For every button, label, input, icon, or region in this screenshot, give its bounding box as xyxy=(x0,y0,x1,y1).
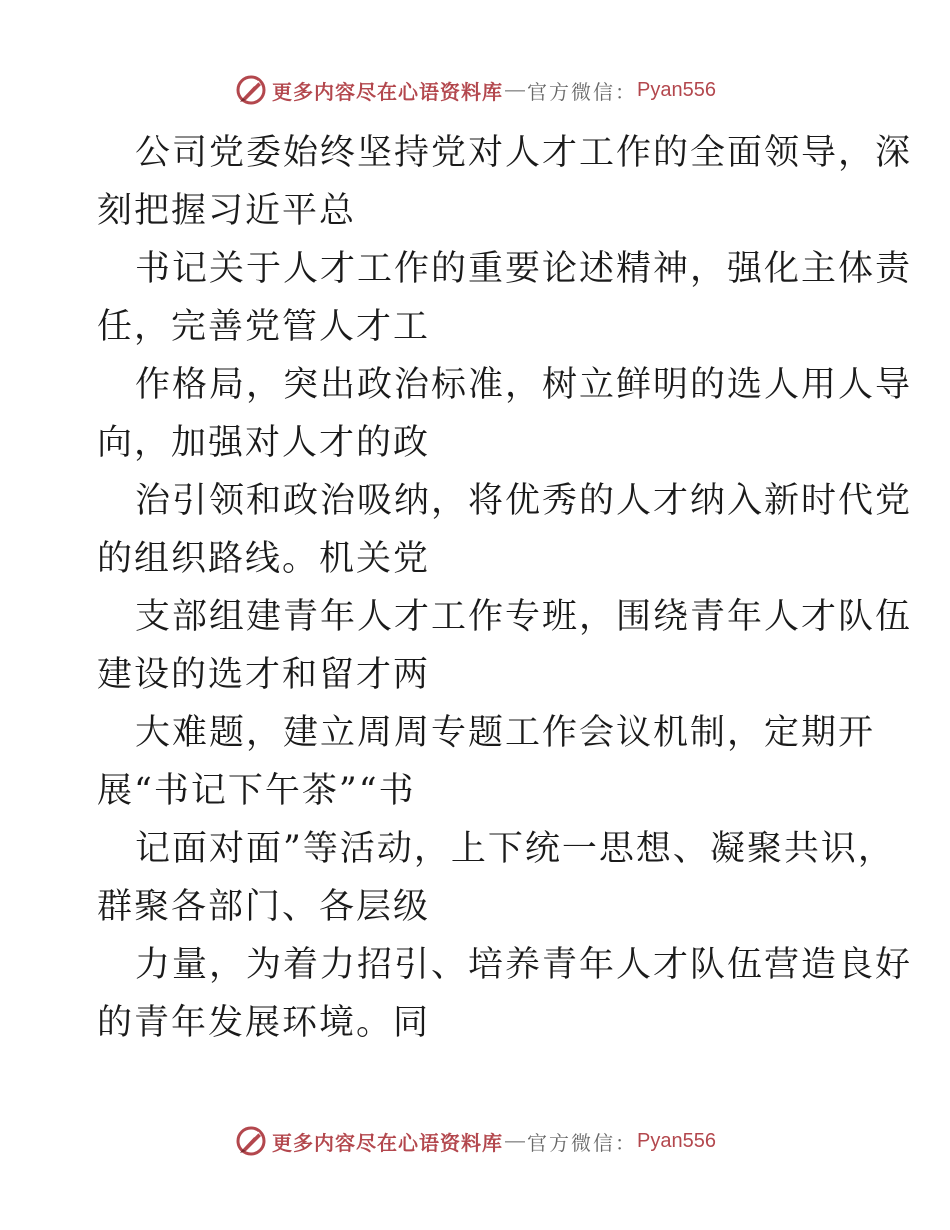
footer-contact-label: 官方微信： xyxy=(527,1130,638,1155)
paragraph-line: 向，加强对人才的政 xyxy=(97,423,431,463)
paragraph-line: 展“书记下午茶”“书 xyxy=(97,771,416,811)
header-dash: — xyxy=(505,78,526,101)
header-contact-handle: Pyan556 xyxy=(637,78,716,101)
paragraph-line: 治引领和政治吸纳，将优秀的人才纳入新时代党 xyxy=(135,481,913,521)
paragraph-line: 支部组建青年人才工作专班，围绕青年人才队伍 xyxy=(135,597,913,637)
paragraph-line: 大难题，建立周周专题工作会议机制，定期开 xyxy=(135,713,876,753)
quill-pen-logo-icon xyxy=(234,73,268,107)
document-body xyxy=(97,124,913,1052)
paragraph-line: 力量，为着力招引、培养青年人才队伍营造良好 xyxy=(135,945,913,985)
paragraph-line: 任，完善党管人才工 xyxy=(97,307,431,347)
header-banner xyxy=(0,70,950,110)
header-site-text: 更多内容尽在心语资料库 xyxy=(272,79,504,104)
paragraph-line: 记面对面”等活动，上下统一思想、凝聚共识， xyxy=(135,829,895,869)
footer-contact-handle: Pyan556 xyxy=(637,1129,716,1152)
paragraph-line: 的青年发展环境。同 xyxy=(97,1003,431,1043)
paragraph-line: 书记关于人才工作的重要论述精神，强化主体责 xyxy=(135,249,913,289)
paragraph-line: 刻把握习近平总 xyxy=(97,191,357,231)
paragraph-line: 作格局，突出政治标准，树立鲜明的选人用人导 xyxy=(135,365,913,405)
header-contact-label: 官方微信： xyxy=(527,79,638,104)
quill-pen-logo-icon xyxy=(234,1124,268,1158)
footer-banner xyxy=(0,1121,950,1161)
paragraph-line: 的组织路线。机关党 xyxy=(97,539,431,579)
paragraph-line: 建设的选才和留才两 xyxy=(97,655,431,695)
paragraph-line: 公司党委始终坚持党对人才工作的全面领导，深 xyxy=(135,133,913,173)
footer-site-text: 更多内容尽在心语资料库 xyxy=(272,1130,504,1155)
footer-dash: — xyxy=(505,1129,526,1152)
paragraph-line: 群聚各部门、各层级 xyxy=(97,887,431,927)
